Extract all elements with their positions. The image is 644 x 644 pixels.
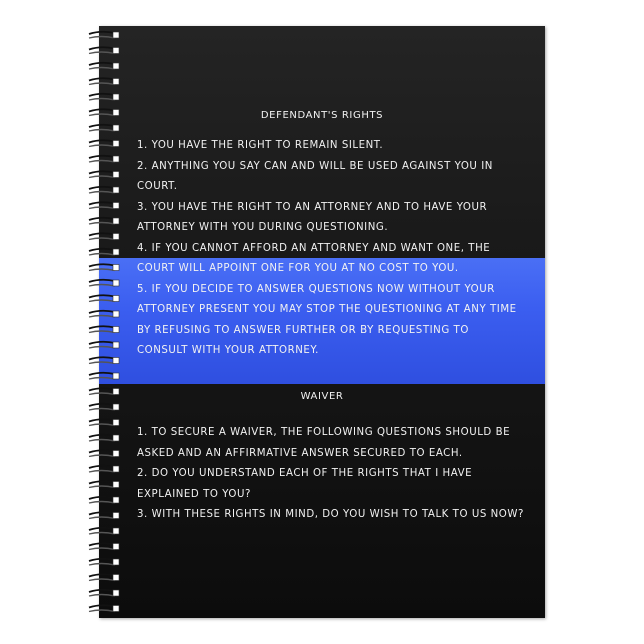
spiral-ring bbox=[89, 295, 119, 301]
spiral-ring bbox=[89, 280, 119, 286]
spiral-ring bbox=[89, 404, 119, 410]
spiral-ring bbox=[89, 605, 119, 611]
spiral-ring bbox=[89, 109, 119, 115]
spiral-ring bbox=[89, 373, 119, 379]
spiral-ring bbox=[89, 466, 119, 472]
spiral-ring bbox=[89, 171, 119, 177]
rights-line: COURT WILL APPOINT ONE FOR YOU AT NO COST TO YOU. bbox=[137, 263, 459, 274]
spiral-ring bbox=[89, 574, 119, 580]
spiral-ring bbox=[89, 528, 119, 534]
spiral-ring bbox=[89, 357, 119, 363]
rights-line: 3. YOU HAVE THE RIGHT TO AN ATTORNEY AND TO HAVE YOUR bbox=[137, 201, 488, 213]
rights-line: 4. IF YOU CANNOT AFFORD AN ATTORNEY AND WANT ONE, THE bbox=[137, 242, 491, 254]
waiver-line: ASKED AND AN AFFIRMATIVE ANSWER SECURED TO EACH. bbox=[137, 447, 463, 459]
spiral-ring bbox=[89, 156, 119, 162]
waiver-line: EXPLAINED TO YOU? bbox=[137, 488, 251, 500]
spiral-ring bbox=[89, 311, 119, 317]
spiral-binding-icon bbox=[87, 28, 121, 616]
spiral-ring bbox=[89, 78, 119, 84]
spiral-ring bbox=[89, 435, 119, 441]
spiral-ring bbox=[89, 249, 119, 255]
rights-line: 5. IF YOU DECIDE TO ANSWER QUESTIONS NOW WITHOUT YOUR bbox=[137, 283, 495, 295]
spiral-ring bbox=[89, 543, 119, 549]
rights-line: CONSULT WITH YOUR ATTORNEY. bbox=[137, 345, 319, 356]
rights-line: 1. YOU HAVE THE RIGHT TO REMAIN SILENT. bbox=[137, 140, 384, 151]
spiral-ring bbox=[89, 512, 119, 518]
notebook-cover bbox=[99, 26, 545, 618]
spiral-ring bbox=[89, 559, 119, 565]
spiral-ring bbox=[89, 63, 119, 69]
spiral-ring bbox=[89, 202, 119, 208]
rights-text bbox=[137, 136, 525, 362]
rights-line: COURT. bbox=[137, 181, 178, 192]
spiral-ring bbox=[89, 140, 119, 146]
rights-line: BY REFUSING TO ANSWER FURTHER OR BY REQUESTING TO bbox=[137, 324, 469, 336]
spiral-ring bbox=[89, 326, 119, 332]
rights-line: 2. ANYTHING YOU SAY CAN AND WILL BE USED AGAINST YOU IN bbox=[137, 160, 493, 172]
spiral-ring bbox=[89, 187, 119, 193]
spiral-ring bbox=[89, 419, 119, 425]
waiver-line: 1. TO SECURE A WAIVER, THE FOLLOWING QUESTIONS SHOULD BE bbox=[137, 427, 511, 438]
spiral-ring bbox=[89, 264, 119, 270]
spiral-ring bbox=[89, 497, 119, 503]
spiral-ring bbox=[89, 450, 119, 456]
spiral-ring bbox=[89, 94, 119, 100]
spiral-ring bbox=[89, 47, 119, 53]
spiral-ring bbox=[89, 342, 119, 348]
spiral-ring bbox=[89, 388, 119, 394]
rights-line: ATTORNEY WITH YOU DURING QUESTIONING. bbox=[137, 222, 389, 233]
spiral-ring bbox=[89, 218, 119, 224]
waiver-text bbox=[137, 423, 525, 526]
spiral-ring bbox=[89, 481, 119, 487]
spiral-ring bbox=[89, 125, 119, 131]
spiral-ring bbox=[89, 233, 119, 239]
waiver-line: 3. WITH THESE RIGHTS IN MIND, DO YOU WISH TO TALK TO US NOW? bbox=[137, 509, 524, 520]
rights-heading: DEFENDANT'S RIGHTS bbox=[260, 110, 384, 121]
spiral-ring bbox=[89, 590, 119, 596]
rights-line: ATTORNEY PRESENT YOU MAY STOP THE QUESTIONING AT ANY TIME bbox=[137, 304, 517, 315]
waiver-heading: WAIVER bbox=[300, 391, 344, 402]
spiral-ring bbox=[89, 32, 119, 38]
waiver-line: 2. DO YOU UNDERSTAND EACH OF THE RIGHTS THAT I HAVE bbox=[137, 468, 473, 479]
